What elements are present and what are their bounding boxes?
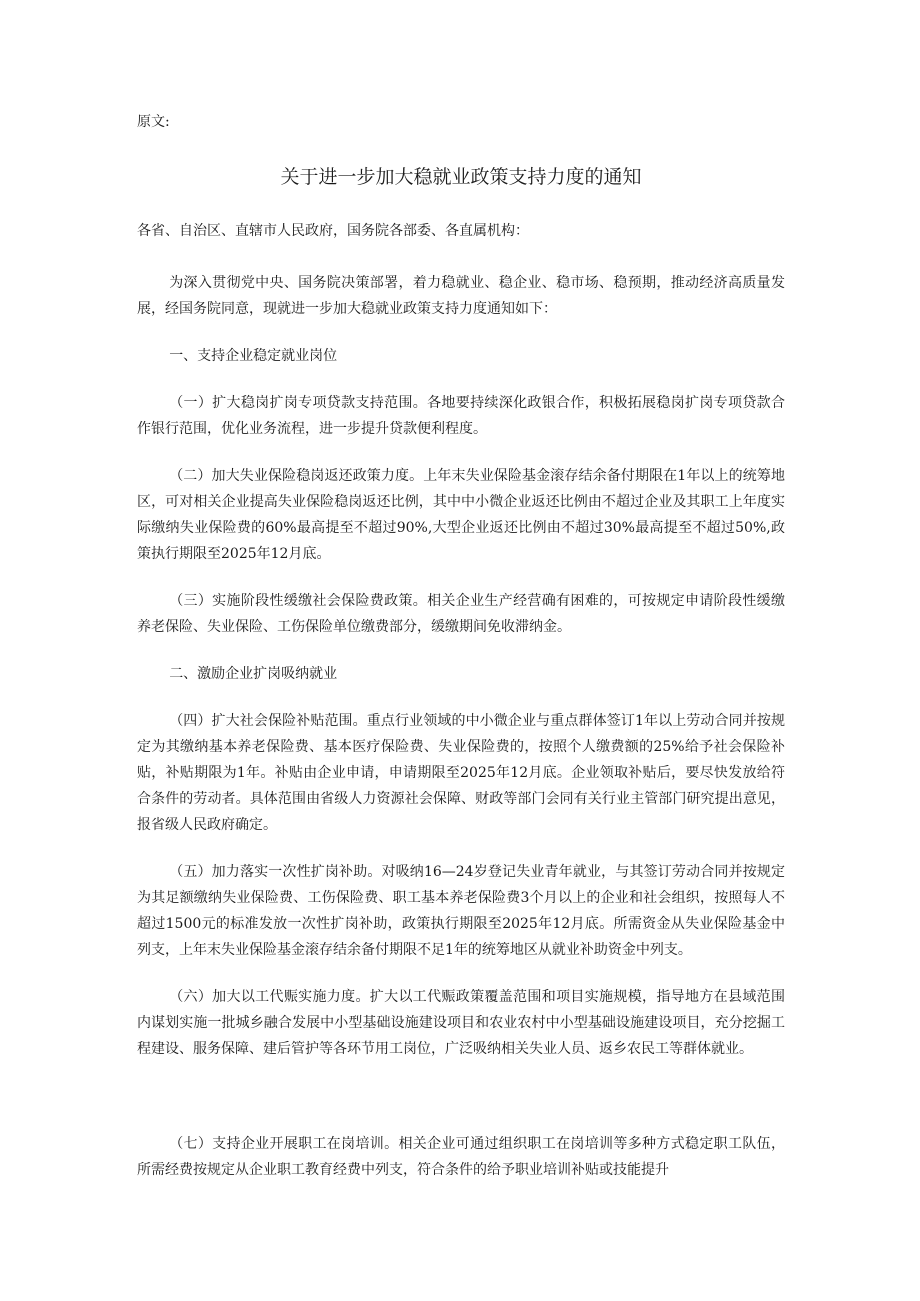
section-heading-2: 二、激励企业扩岗吸纳就业 bbox=[169, 666, 338, 682]
policy-item-6: （六）加大以工代赈实施力度。扩大以工代赈政策覆盖范围和项目实施规模，指导地方在县域范围内谋划实施一批城乡融合发展中小型基础设施建设项目和农业农村中小型基础设施建设项目，充分挖掘工程建设、服务保障、建后管护等各环节用工岗位，广泛吸纳相关失业人员、返乡农民工等群体就业。 bbox=[137, 989, 785, 1057]
policy-item-7: （七）支持企业开展职工在岗培训。相关企业可通过组织职工在岗培训等多种方式稳定职工队伍，所需经费按规定从企业职工教育经费中列支，符合条件的给予职业培训补贴或技能提升 bbox=[137, 1136, 785, 1178]
policy-item-4: （四）扩大社会保险补贴范围。重点行业领域的中小微企业与重点群体签订1年以上劳动合同并按规定为其缴纳基本养老保险费、基本医疗保险费、失业保险费的，按照个人缴费额的25%给予社会保险补贴，补贴期限为1年。补贴由企业申请，申请期限至2025年12月底。企业领取补贴后，要尽快发放给符合条件的劳动者。具体范围由省级人力资源社会保障、财政等部门会同有关行业主管部门研究提出意见，报省级人民政府确定。 bbox=[137, 713, 785, 833]
document-title: 关于进一步加大稳就业政策支持力度的通知 bbox=[280, 166, 642, 188]
policy-item-2: （二）加大失业保险稳岗返还政策力度。上年末失业保险基金滚存结余备付期限在1年以上的统筹地区，可对相关企业提高失业保险稳岗返还比例，其中中小微企业返还比例由不超过企业及其职工上年度实际缴纳失业保险费的60%最高提至不超过90%,大型企业返还比例由不超过30%最高提至不超过50%,政策执行期限至2025年12月底。 bbox=[137, 468, 785, 562]
source-label: 原文: bbox=[137, 114, 170, 130]
intro-paragraph: 为深入贯彻党中央、国务院决策部署，着力稳就业、稳企业、稳市场、稳预期，推动经济高质量发展，经国务院同意，现就进一步加大稳就业政策支持力度通知如下： bbox=[137, 275, 785, 317]
policy-item-1: （一）扩大稳岗扩岗专项贷款支持范围。各地要持续深化政银合作，积极拓展稳岗扩岗专项贷款合作银行范围，优化业务流程，进一步提升贷款便利程度。 bbox=[137, 395, 785, 437]
section-heading-1: 一、支持企业稳定就业岗位 bbox=[169, 348, 338, 364]
policy-item-5: （五）加力落实一次性扩岗补助。对吸纳16—24岁登记失业青年就业，与其签订劳动合同并按规定为其足额缴纳失业保险费、工伤保险费、职工基本养老保险费3个月以上的企业和社会组织，按照每人不超过1500元的标准发放一次性扩岗补助，政策执行期限至2025年12月底。所需资金从失业保险基金中列支，上年末失业保险基金滚存结余备付期限不足1年的统筹地区从就业补助资金中列支。 bbox=[137, 864, 785, 958]
salutation: 各省、自治区、直辖市人民政府，国务院各部委、各直属机构： bbox=[137, 223, 529, 239]
document-page bbox=[137, 110, 785, 1183]
policy-item-3: （三）实施阶段性缓缴社会保险费政策。相关企业生产经营确有困难的，可按规定申请阶段性缓缴养老保险、失业保险、工伤保险单位缴费部分，缓缴期间免收滞纳金。 bbox=[137, 593, 785, 635]
